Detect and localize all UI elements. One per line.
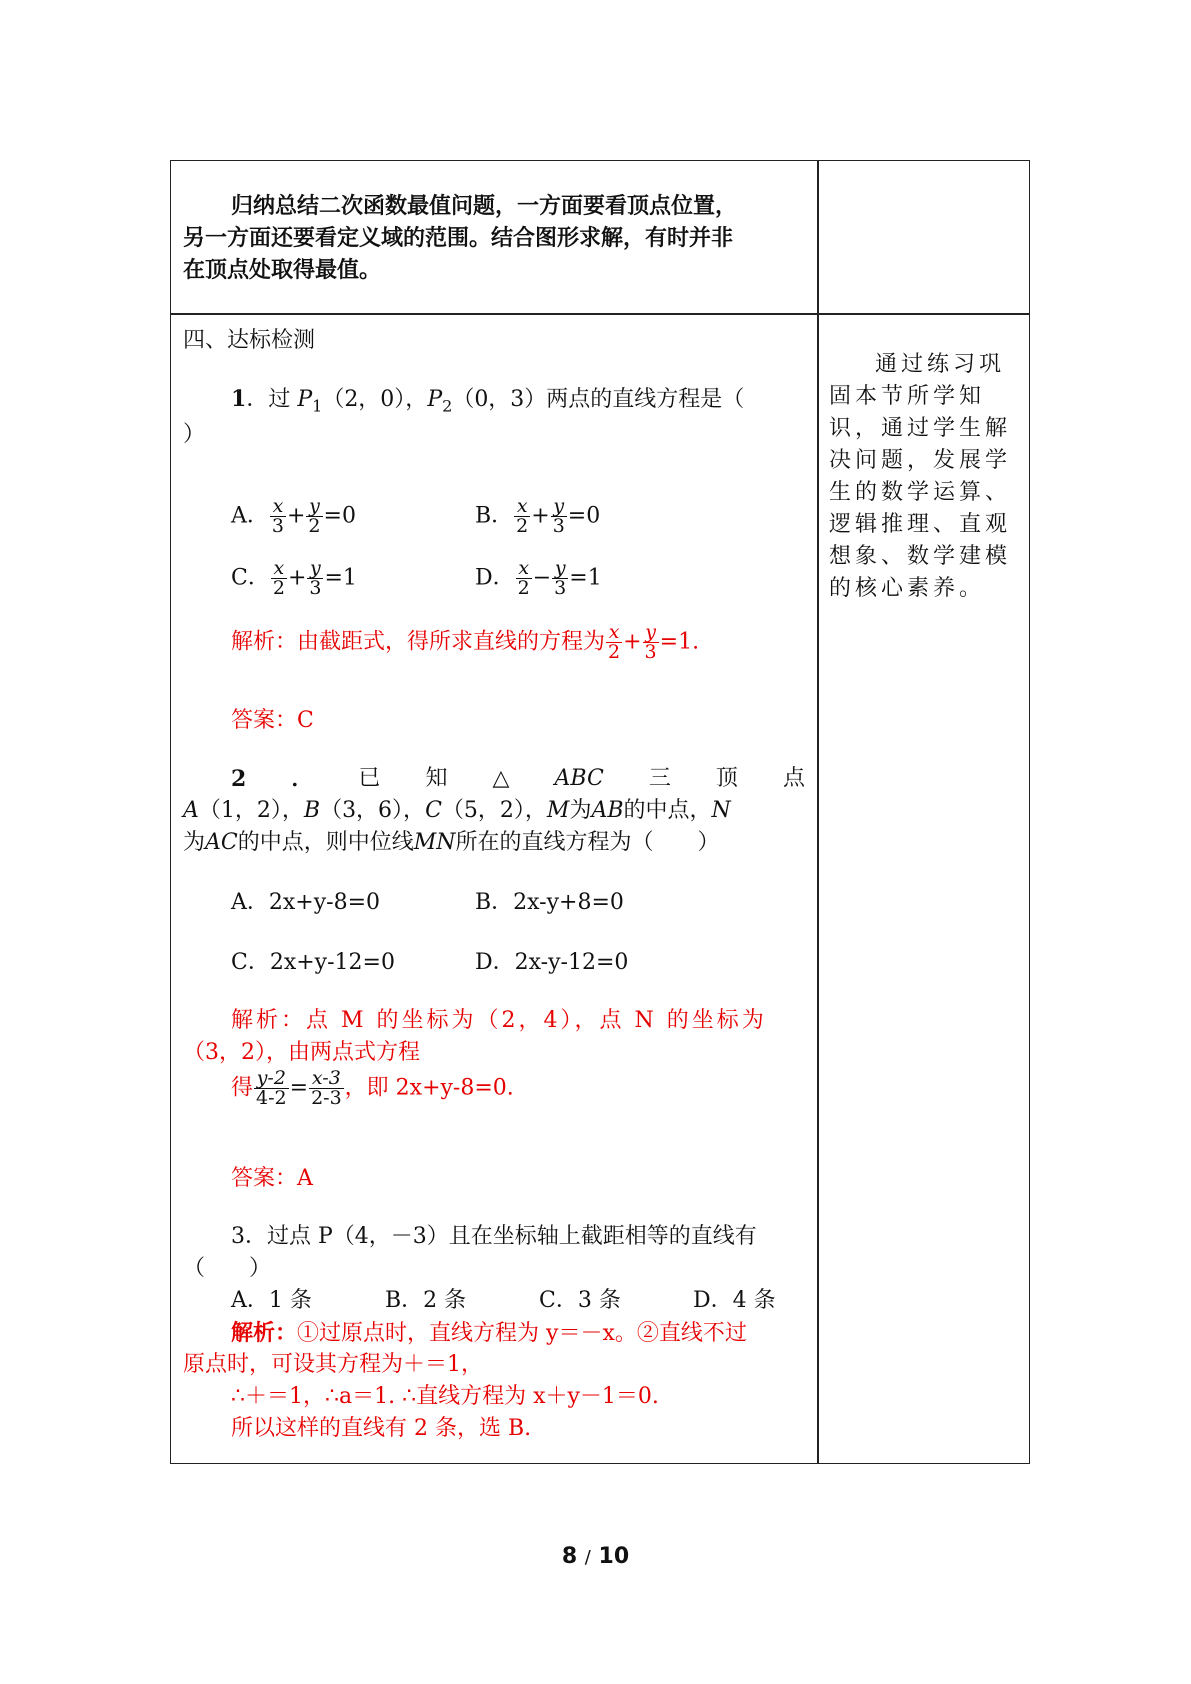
page-separator: / [584, 1547, 591, 1568]
q3-stem-line-1: 3．过点 P（4，－3）且在坐标轴上截距相等的直线有 [231, 1224, 757, 1249]
q1-number: 1 [231, 386, 247, 412]
q2-analysis-line-3: 得 $\frac{y-2}{4-2}$ = $\frac{x-3}{2-3}$ ，即 2x+y-8=0. [231, 1067, 514, 1109]
q2-answer: 答案：A [231, 1166, 313, 1191]
summary-line-2: 另一方面还要看定义域的范围。结合图形求解，有时并非 [183, 226, 734, 251]
q2-analysis-line-1: 解析：点 M 的坐标为（2，4），点 N 的坐标为 [231, 1008, 767, 1033]
q3-option-b: B．2 条 [385, 1288, 467, 1313]
summary-line-3: 在顶点处取得最值。 [183, 258, 382, 283]
q2-analysis-line-2: （3，2），由两点式方程 [183, 1040, 420, 1065]
q3-stem-line-2: （ ） [183, 1256, 272, 1281]
q3-option-c: C．3 条 [539, 1288, 621, 1313]
side-line: 的核心素养。 [829, 576, 986, 601]
side-line: 决问题，发展学 [829, 448, 1012, 473]
q2-option-a: A．2x+y-8=0 [231, 890, 381, 915]
column-divider [817, 161, 819, 1463]
q1-option-d: D． $\frac{x}{2}$ − $\frac{y}{3}$ =1 [475, 557, 602, 599]
q2-option-b: B．2x-y+8=0 [475, 890, 624, 915]
current-page: 8 [561, 1544, 578, 1569]
section-title: 四、达标检测 [183, 328, 316, 353]
page-number [0, 1544, 1191, 1569]
q2-option-d: D．2x-y-12=0 [475, 950, 629, 975]
q1-option-b: B． $\frac{x}{2}$ + $\frac{y}{3}$ =0 [475, 495, 601, 537]
row-divider [171, 313, 1029, 315]
q1-stem: 1．过 $P_1(2$，0），$P_2(0$，3）两点的直线方程是（ [231, 386, 745, 416]
q1-answer: 答案：C [231, 708, 314, 733]
q2-stem-line-2: A（1，2），B（3，6），C（5，2），M为AB的中点，N [183, 798, 731, 823]
q2-option-c: C．2x+y-12=0 [231, 950, 395, 975]
summary-text [183, 191, 803, 287]
lesson-table [170, 160, 1030, 1464]
q1-stem-end: ） [183, 422, 206, 447]
summary-line-1: 归纳总结二次函数最值问题，一方面要看顶点位置， [231, 194, 738, 219]
q3-option-d: D．4 条 [693, 1288, 776, 1313]
side-line: 识，通过学生解 [829, 416, 1012, 441]
q3-analysis-line-4: 所以这样的直线有 2 条，选 B. [231, 1416, 532, 1441]
q1-option-a: A． $\frac{x}{3}$ + $\frac{y}{2}$ =0 [231, 495, 356, 537]
side-line: 固本节所学知 [829, 384, 986, 409]
side-line: 生的数学运算、 [829, 480, 1012, 505]
design-intent-text [829, 349, 1019, 605]
side-line: 想象、数学建模 [829, 544, 1012, 569]
q3-analysis-line-3: ∴＋＝1，∴a＝1. ∴直线方程为 x＋y－1＝0. [231, 1384, 659, 1409]
q1-option-c: C． $\frac{x}{2}$ + $\frac{y}{3}$ =1 [231, 557, 357, 599]
q3-option-a: A．1 条 [231, 1288, 312, 1313]
q3-analysis-line-1: 解析：①过原点时，直线方程为 y＝－x。②直线不过 [231, 1320, 747, 1346]
q1-analysis: 解析：由截距式，得所求直线的方程为 $\frac{x}{2}$ + $\frac{y}{3}$ =1. [231, 621, 700, 663]
q2-stem-line-3: 为AC的中点，则中位线MN所在的直线方程为（ ） [183, 830, 720, 855]
side-line: 通过练习巩 [875, 352, 1006, 377]
q3-analysis-line-2: 原点时，可设其方程为＋＝1， [183, 1352, 483, 1377]
side-line: 逻辑推理、直观 [829, 512, 1012, 537]
q2-stem-line-1: 2 ． 已 知 △ ABC 三 顶 点 [231, 766, 805, 792]
total-pages: 10 [598, 1544, 630, 1569]
